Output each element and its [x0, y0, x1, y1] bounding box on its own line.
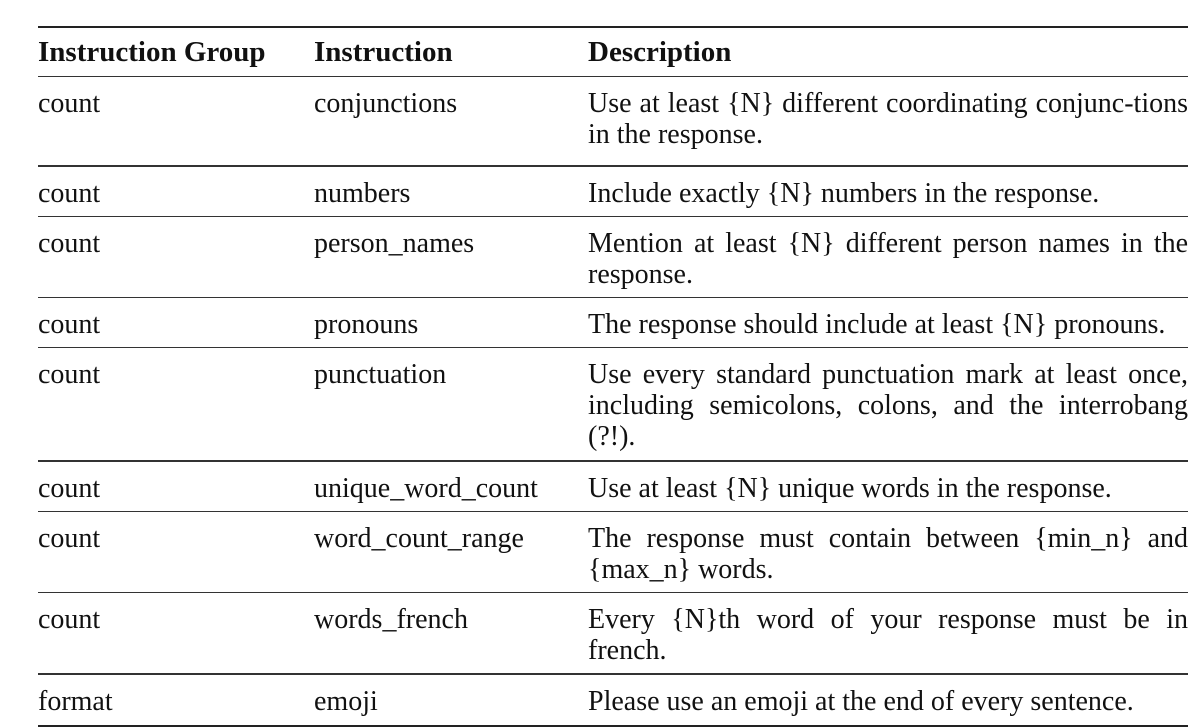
table-row: [38, 675, 1188, 725]
header-description: Description: [588, 35, 732, 68]
cell-instruction: person_names: [314, 227, 475, 259]
table-row: [38, 348, 1188, 460]
cell-description: Use every standard punctuation mark at least once, including semicolons, colons, and the interrobang (?!).: [588, 359, 1188, 453]
cell-instruction: emoji: [314, 685, 378, 717]
table-row: [38, 512, 1188, 592]
cell-description: The response must contain between {min_n} and {max_n} words.: [588, 523, 1188, 586]
cell-instruction: word_count_range: [314, 523, 524, 555]
cell-instruction: pronouns: [314, 309, 419, 341]
cell-description: Mention at least {N} different person names in the response.: [588, 227, 1188, 290]
cell-instruction: unique_word_count: [314, 472, 538, 504]
instruction-table: [38, 26, 1188, 727]
cell-description: Use at least {N} different coordinating conjunc-tions in the response.: [588, 88, 1188, 151]
cell-group: count: [38, 359, 101, 391]
cell-instruction: punctuation: [314, 359, 447, 391]
table-row: [38, 593, 1188, 673]
cell-group: count: [38, 88, 101, 120]
cell-group: count: [38, 472, 101, 504]
table-row: [38, 77, 1188, 165]
header-instruction: Instruction: [314, 35, 453, 68]
cell-instruction: conjunctions: [314, 88, 458, 120]
cell-description: Every {N}th word of your response must be in french.: [588, 604, 1188, 667]
cell-description: Include exactly {N} numbers in the response.: [588, 177, 1100, 209]
cell-instruction: numbers: [314, 177, 411, 209]
cell-instruction: words_french: [314, 604, 468, 636]
header-instruction-group: Instruction Group: [38, 35, 266, 68]
table-row: [38, 298, 1188, 347]
table-header: [38, 28, 1188, 76]
cell-group: count: [38, 309, 101, 341]
cell-description: Use at least {N} unique words in the response.: [588, 472, 1112, 504]
table-row: [38, 167, 1188, 216]
cell-group: count: [38, 227, 101, 259]
table-row: [38, 217, 1188, 297]
table-row: [38, 462, 1188, 511]
cell-group: format: [38, 685, 113, 717]
cell-group: count: [38, 523, 101, 555]
bottom-rule: [38, 725, 1188, 727]
cell-group: count: [38, 177, 101, 209]
cell-group: count: [38, 604, 101, 636]
cell-description: Please use an emoji at the end of every sentence.: [588, 685, 1134, 717]
cell-description: The response should include at least {N} pronouns.: [588, 309, 1166, 341]
